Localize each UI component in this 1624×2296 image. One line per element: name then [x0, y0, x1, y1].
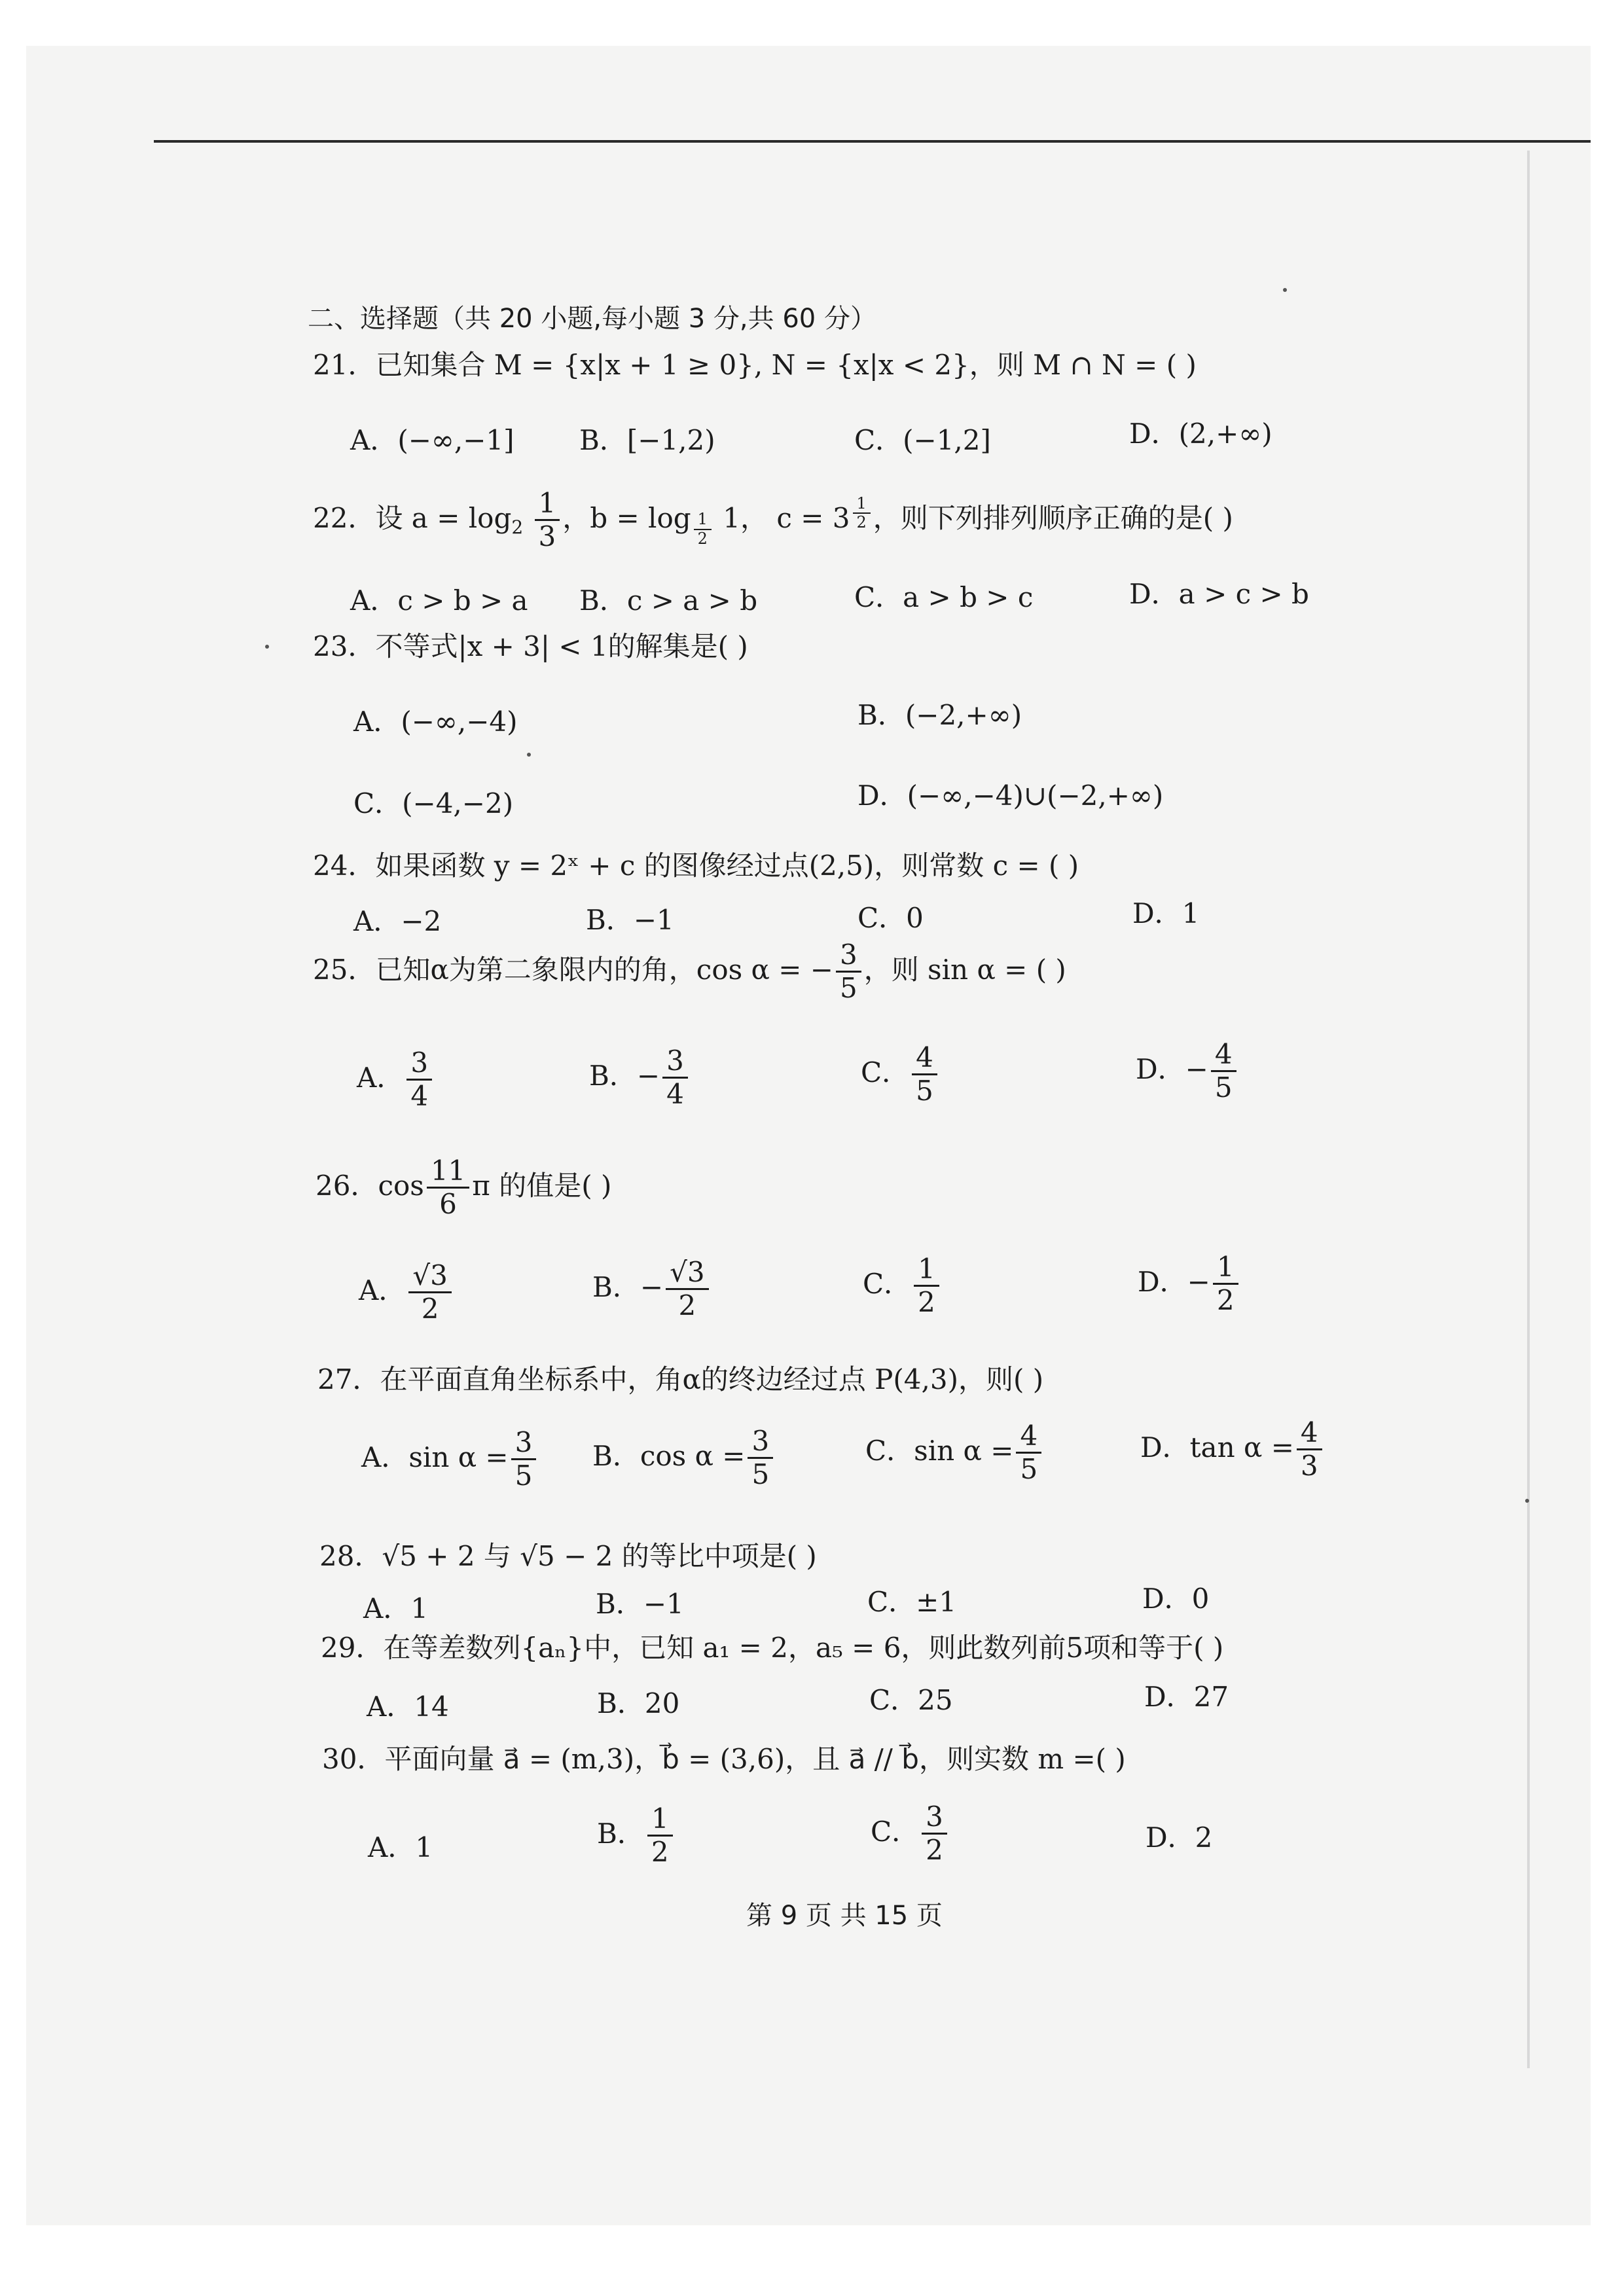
question-28-option-d: D．0: [1142, 1583, 1210, 1615]
fraction-den: 2: [918, 1286, 935, 1319]
option-label: A．sin α =: [361, 1441, 509, 1473]
question-30-option-c: [871, 1801, 950, 1867]
option-label: B．: [597, 1817, 645, 1850]
question-29-option-b: B．20: [597, 1687, 680, 1719]
question-22-option-d: D．a > c > b: [1129, 578, 1309, 610]
question-25-stem: [313, 939, 1066, 1005]
fraction-den: 4: [410, 1080, 429, 1113]
question-21-option-d: D．(2,+∞): [1129, 418, 1272, 450]
question-26-fraction-den: 6: [439, 1188, 457, 1221]
question-23-option-c: C．(−4,−2): [353, 787, 514, 819]
question-26-text-a: 26．cos: [316, 1169, 424, 1202]
page-footer: 第 9 页 共 15 页: [746, 1901, 943, 1931]
question-29-option-d: D．27: [1144, 1681, 1229, 1713]
question-25-fraction-num: 3: [836, 939, 861, 973]
question-26-text-b: π 的值是( ): [472, 1169, 612, 1202]
option-label: C．: [863, 1267, 912, 1300]
question-22-log-base-den: 2: [697, 529, 708, 548]
question-30-option-d: D．2: [1146, 1821, 1213, 1854]
question-26-option-b: [592, 1257, 712, 1322]
option-label: D．−: [1138, 1265, 1210, 1298]
fraction-num: 4: [1297, 1417, 1322, 1450]
question-22-number: 22．: [313, 501, 376, 534]
question-21-option-c: C．(−1,2]: [854, 424, 991, 456]
question-26-stem: [316, 1155, 611, 1221]
fraction-num: 3: [511, 1427, 537, 1460]
option-label: D．−: [1136, 1052, 1208, 1085]
question-30-option-a: A．1: [368, 1831, 433, 1863]
question-22-log-base-half: [694, 511, 712, 548]
option-label: B．cos α =: [592, 1439, 746, 1472]
fraction-den: 2: [651, 1836, 669, 1869]
question-24-option-b: B．−1: [586, 904, 674, 936]
question-23-option-b: B．(−2,+∞): [857, 699, 1022, 731]
option-label: C．: [861, 1056, 910, 1088]
question-25-option-d: [1136, 1039, 1239, 1104]
question-26-fraction: [427, 1155, 469, 1221]
fraction-num: 1: [914, 1253, 939, 1287]
question-27-option-d: [1140, 1417, 1325, 1482]
question-22-fraction: [535, 488, 560, 553]
question-25-option-b: [589, 1045, 691, 1111]
question-22-fraction-den: 3: [538, 520, 556, 553]
question-29-option-a: A．14: [367, 1691, 449, 1723]
question-27-option-c: [865, 1420, 1044, 1486]
question-22-option-b: B．c > a > b: [579, 584, 758, 617]
option-label: A．: [359, 1274, 406, 1306]
fraction-den: 5: [1214, 1071, 1233, 1104]
question-23-option-a: A．(−∞,−4): [353, 706, 518, 738]
fraction-den: 3: [1300, 1450, 1318, 1482]
question-30-stem: 30．平面向量 a⃗ = (m,3)，b⃗ = (3,6)，且 a⃗ // b⃗，则实数 m =( ): [322, 1743, 1126, 1775]
fraction-num: √3: [408, 1260, 451, 1293]
question-22-exponent-num: 1: [853, 495, 871, 514]
question-24-option-a: A．−2: [353, 905, 442, 937]
question-30-option-b: [597, 1803, 676, 1869]
question-27-option-b: [592, 1426, 776, 1491]
question-22-option-c: C．a > b > c: [854, 581, 1034, 613]
question-25-text-b: ，则 sin α = ( ): [863, 953, 1066, 986]
question-28-option-c: C．±1: [867, 1586, 957, 1618]
question-23-option-d: D．(−∞,−4)∪(−2,+∞): [857, 780, 1164, 812]
fraction-num: 4: [912, 1042, 937, 1075]
question-24-option-c: C．0: [857, 902, 924, 934]
question-22-exponent-den: 2: [856, 513, 867, 532]
question-25-option-c: [861, 1042, 940, 1107]
question-24-option-d: D．1: [1132, 897, 1200, 929]
option-label: B．−: [592, 1270, 664, 1303]
question-29-stem: 29．在等差数列{aₙ}中，已知 a₁ = 2，a₅ = 6，则此数列前5项和等于( ): [321, 1632, 1224, 1664]
question-23-stem: 23．不等式|x + 3| < 1的解集是( ): [313, 630, 748, 662]
scan-border-right: [1591, 0, 1624, 2296]
question-22-option-a: A．c > b > a: [350, 584, 528, 617]
scan-border-bottom: [0, 2225, 1624, 2296]
question-25-option-a: [357, 1047, 435, 1113]
scan-speck: [1525, 1499, 1529, 1503]
scan-speck: [527, 753, 531, 757]
fraction-den: 2: [678, 1289, 696, 1322]
question-27-option-a: [361, 1427, 539, 1492]
question-22-log-base: 2: [511, 516, 524, 539]
question-26-option-c: [863, 1253, 942, 1319]
fraction-den: 5: [751, 1458, 770, 1491]
option-label: C．sin α =: [865, 1434, 1014, 1467]
binding-line: [1527, 151, 1530, 2068]
scan-speck: [1283, 288, 1287, 292]
question-26-fraction-num: 11: [427, 1155, 469, 1189]
fraction-den: 2: [1216, 1284, 1235, 1317]
question-22-exponent-half: [853, 495, 871, 532]
question-22-text-c: 1， c = 3: [713, 501, 850, 534]
question-21-stem: 21．已知集合 M = {x|x + 1 ≥ 0}, N = {x|x < 2}，则 M ∩ N = ( ): [313, 349, 1197, 381]
scan-border-left: [0, 0, 26, 2296]
question-26-option-d: [1138, 1251, 1241, 1317]
question-22-text-b: ，b = log: [562, 501, 691, 534]
option-label: D．tan α =: [1140, 1431, 1294, 1463]
fraction-num: 3: [922, 1801, 947, 1835]
fraction-num: 4: [1016, 1420, 1041, 1454]
fraction-num: 1: [647, 1803, 673, 1837]
fraction-num: √3: [666, 1257, 708, 1290]
question-29-option-c: C．25: [869, 1684, 953, 1716]
fraction-den: 2: [926, 1834, 943, 1867]
question-25-fraction: [836, 939, 861, 1005]
header-rule: [154, 140, 1591, 143]
fraction-den: 5: [1020, 1453, 1038, 1486]
question-25-fraction-den: 5: [839, 972, 857, 1005]
fraction-den: 5: [514, 1460, 533, 1492]
question-28-option-b: B．−1: [596, 1588, 684, 1620]
fraction-num: 3: [406, 1047, 432, 1081]
question-28-option-a: A．1: [363, 1592, 429, 1624]
question-22-text-a: 设 a = log: [375, 501, 512, 534]
scan-speck: [265, 645, 269, 649]
option-label: A．: [357, 1061, 405, 1094]
question-25-text-a: 25．已知α为第二象限内的角，cos α = −: [313, 953, 833, 986]
fraction-den: 5: [916, 1075, 933, 1107]
question-22-log-base-num: 1: [694, 511, 712, 530]
fraction-num: 1: [1213, 1251, 1238, 1285]
question-24-stem: 24．如果函数 y = 2ˣ + c 的图像经过点(2,5)，则常数 c = ( ): [313, 850, 1079, 882]
section-title: 二、选择题（共 20 小题,每小题 3 分,共 60 分）: [308, 304, 876, 334]
question-22-fraction-num: 1: [535, 488, 560, 521]
fraction-num: 3: [662, 1045, 688, 1079]
fraction-den: 4: [666, 1078, 684, 1111]
question-22-stem: [313, 488, 1233, 553]
question-22-text-d: ，则下列排列顺序正确的是( ): [873, 501, 1233, 534]
fraction-den: 2: [421, 1293, 439, 1325]
scan-border-top: [0, 0, 1624, 46]
question-26-option-a: [359, 1260, 454, 1325]
option-label: C．: [871, 1815, 920, 1848]
question-28-stem: 28．√5 + 2 与 √5 − 2 的等比中项是( ): [319, 1540, 817, 1572]
fraction-num: 4: [1211, 1039, 1236, 1072]
question-21-option-b: B．[−1,2): [579, 424, 715, 456]
question-21-option-a: A．(−∞,−1]: [350, 424, 514, 456]
option-label: B．−: [589, 1059, 660, 1092]
question-27-stem: 27．在平面直角坐标系中，角α的终边经过点 P(4,3)，则( ): [317, 1363, 1044, 1395]
fraction-num: 3: [748, 1426, 773, 1459]
